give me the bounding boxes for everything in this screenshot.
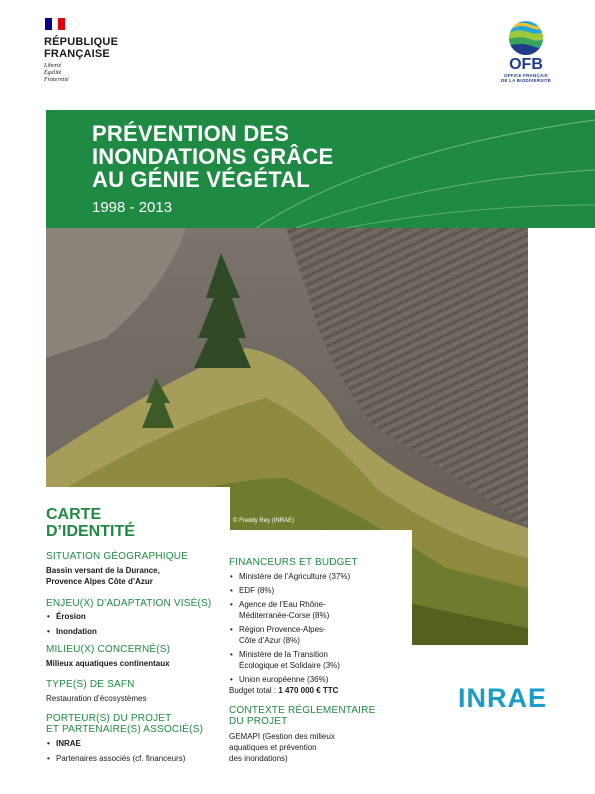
list-item: • Union européenne (36%) xyxy=(229,674,409,685)
contexte-line-2: aquatiques et prévention xyxy=(229,743,317,752)
contexte-heading-line-2: DU PROJET xyxy=(229,716,288,727)
title-line-2: INONDATIONS GRÂCE xyxy=(92,144,334,169)
card-title-line-2: D’IDENTITÉ xyxy=(46,523,135,540)
card-title xyxy=(46,506,135,540)
list-item: • Région Provence-Alpes- Côte d’Azur (8%) xyxy=(229,624,409,646)
situation-line-1: Bassin versant de la Durance, xyxy=(46,566,160,575)
motto-fraternite: Fraternité xyxy=(44,77,69,83)
enjeux-list xyxy=(46,611,97,637)
list-item: • Érosion xyxy=(46,611,97,622)
ofb-subtitle-2: DE LA BIODIVERSITÉ xyxy=(501,78,551,83)
list-item: • Partenaires associés (cf. financeurs) xyxy=(46,753,185,764)
republique-label: RÉPUBLIQUE xyxy=(44,36,119,48)
milieux-heading: MILIEU(X) CONCERNÉ(S) xyxy=(46,644,171,655)
list-item: • Ministère de la Transition Écologique et Solidaire (3%) xyxy=(229,649,409,671)
porteurs-heading-line-2: ET PARTENAIRE(S) ASSOCIÉ(S) xyxy=(46,724,204,735)
porteurs-list xyxy=(46,738,185,764)
ofb-logo xyxy=(496,20,556,83)
card-title-line-1: CARTE xyxy=(46,506,102,523)
situation-line-2: Provence Alpes Côte d’Azur xyxy=(46,577,153,586)
list-item: • EDF (8%) xyxy=(229,585,409,596)
list-item: • Agence de l’Eau Rhône- Méditerranée-Corse (8%) xyxy=(229,599,409,621)
porteurs-heading-line-1: PORTEUR(S) DU PROJET xyxy=(46,713,172,724)
title-line-3: AU GÉNIE VÉGÉTAL xyxy=(92,167,310,192)
list-item: • Inondation xyxy=(46,626,97,637)
title-line-1: PRÉVENTION DES xyxy=(92,121,290,146)
situation-heading: SITUATION GÉOGRAPHIQUE xyxy=(46,551,189,562)
ofb-subtitle-1: OFFICE FRANÇAIS xyxy=(504,73,548,78)
financeurs-list xyxy=(229,571,409,685)
page-title xyxy=(92,122,492,191)
ofb-emblem-icon xyxy=(506,20,546,56)
budget-value: 1 470 000 € TTC xyxy=(278,686,339,695)
inrae-logo: INRAE xyxy=(458,683,548,713)
contexte-line-3: des inondations) xyxy=(229,754,288,763)
contexte-line-1: GEMAPI (Gestion des milieux xyxy=(229,732,335,741)
types-value: Restauration d’écosystèmes xyxy=(46,694,147,703)
types-heading: TYPE(S) DE SAFN xyxy=(46,679,135,690)
ofb-acronym: OFB xyxy=(509,56,543,73)
title-years: 1998 - 2013 xyxy=(92,199,173,216)
budget-total xyxy=(229,685,338,696)
enjeux-heading: ENJEU(X) D’ADAPTATION VISÉ(S) xyxy=(46,598,212,609)
photo-credit: © Freddy Rey (INRAE) xyxy=(233,518,295,524)
financeurs-heading: FINANCEURS ET BUDGET xyxy=(229,557,358,568)
french-flag-icon xyxy=(45,18,65,30)
motto-liberte: Liberté xyxy=(44,63,62,69)
motto-egalite: Égalité xyxy=(44,70,62,76)
contexte-heading-line-1: CONTEXTE RÉGLEMENTAIRE xyxy=(229,705,376,716)
list-item: • INRAE xyxy=(46,738,185,749)
republique-francaise-logo xyxy=(44,18,124,84)
list-item: • Ministère de l’Agriculture (37%) xyxy=(229,571,409,582)
francaise-label: FRANÇAISE xyxy=(44,48,110,60)
milieux-value: Milieux aquatiques continentaux xyxy=(46,659,170,668)
budget-label: Budget total : xyxy=(229,686,279,695)
